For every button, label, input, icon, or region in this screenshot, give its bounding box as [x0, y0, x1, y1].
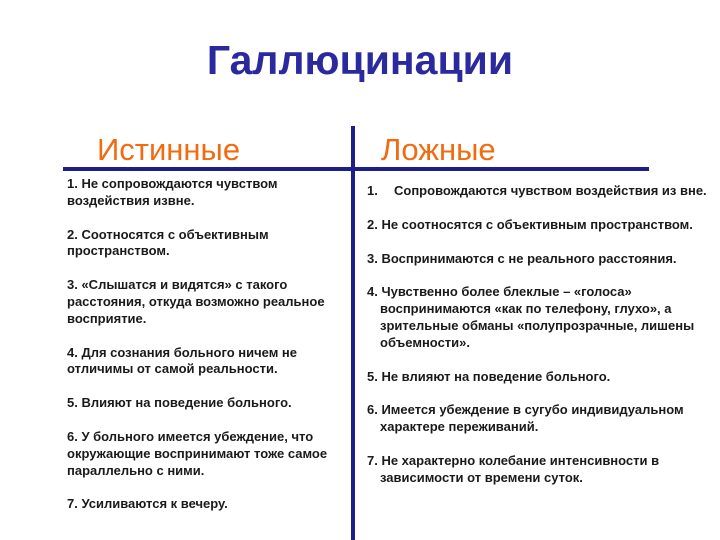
- vertical-divider: [351, 126, 355, 540]
- list-item: 6. У больного имеется убеждение, что окружающие воспринимают тоже самое параллельно с ними.: [67, 428, 328, 478]
- list-item: 5. Не влияют на поведение больного.: [367, 368, 611, 384]
- list-item: 7. Не характерно колебание интенсивности в зависимости от времени суток.: [367, 452, 660, 485]
- page-title: Галлюцинации: [206, 37, 514, 83]
- false-hallucinations-list: [367, 183, 719, 487]
- column-heading-true: Истинные: [97, 132, 241, 167]
- list-item: 2. Соотносятся с объективным пространством.: [67, 226, 269, 259]
- true-hallucinations-list: [67, 176, 337, 513]
- list-item: 4. Чувственно более блеклые – «голоса» воспринимаются «как по телефону, глухо», а зрительные обманы «полупрозрачные, лишены объемности».: [367, 284, 695, 350]
- list-item: 7. Усиливаются к вечеру.: [67, 496, 228, 512]
- list-item: 6. Имеется убеждение в сугубо индивидуальном характере переживаний.: [367, 402, 684, 435]
- column-heading-false: Ложные: [381, 132, 496, 167]
- horizontal-divider: [63, 167, 649, 171]
- list-item-number: 1.: [367, 183, 378, 198]
- list-item: 2. Не соотносятся с объективным пространством.: [367, 216, 693, 232]
- list-item: 3. «Слышатся и видятся» с такого расстояния, откуда возможно реальное восприятие.: [67, 277, 325, 326]
- list-item: 1. Не сопровождаются чувством воздействия извне.: [67, 176, 278, 208]
- list-item: 4. Для сознания больного ничем не отличимы от самой реальности.: [67, 344, 298, 377]
- list-item-text: Сопровождаются чувством воздействия из вне.: [394, 183, 707, 198]
- list-item: 3. Воспринимаются с не реального расстояния.: [367, 250, 677, 266]
- list-item: 5. Влияют на поведение больного.: [67, 395, 292, 411]
- list-item: [367, 183, 719, 200]
